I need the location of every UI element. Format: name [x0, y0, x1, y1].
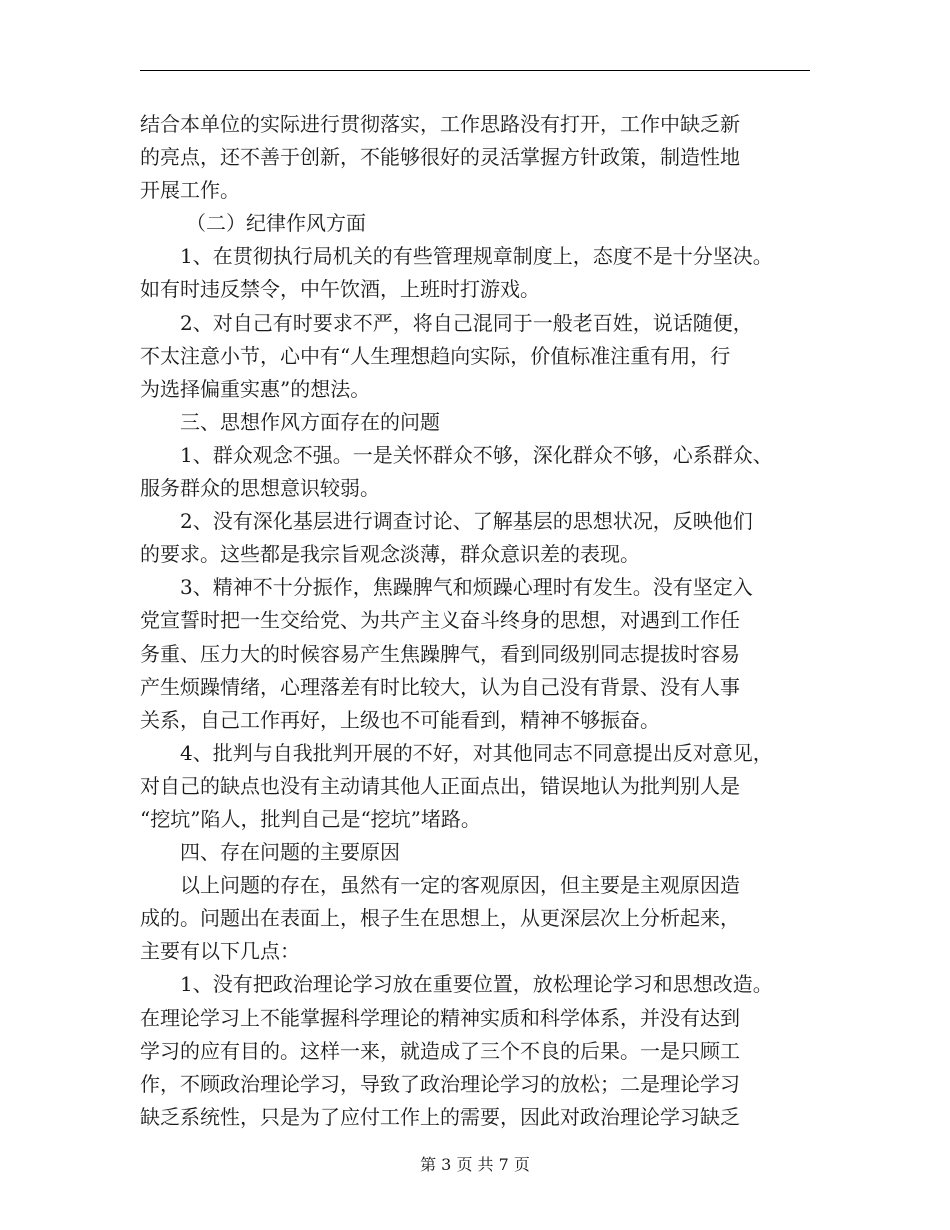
body-text	[140, 108, 830, 1134]
text-line: 主要有以下几点：	[140, 939, 300, 964]
header-rule	[140, 70, 810, 71]
text-line: 的亮点，还不善于创新，不能够很好的灵活掌握方针政策，制造性地	[140, 145, 740, 170]
text-line: 开展工作。	[140, 178, 240, 203]
text-line: 学习的应有目的。这样一来，就造成了三个不良的后果。一是只顾工	[140, 1038, 740, 1063]
text-line: 1、没有把政治理论学习放在重要位置，放松理论学习和思想改造。	[180, 972, 773, 997]
text-line: 不太注意小节，心中有“人生理想趋向实际，价值标准注重有用，行	[140, 343, 731, 368]
text-line: 务重、压力大的时候容易产生焦躁脾气，看到同级别同志提拔时容易	[140, 641, 740, 666]
text-line: 服务群众的思想意识较弱。	[140, 476, 380, 501]
section-heading: 三、思想作风方面存在的问题	[180, 409, 440, 434]
page-number: 第 3 页 共 7 页	[420, 1155, 530, 1174]
text-line: 产生烦躁情绪，心理落差有时比较大，认为自己没有背景、没有人事	[140, 674, 740, 699]
text-line: 缺乏系统性，只是为了应付工作上的需要，因此对政治理论学习缺乏	[140, 1104, 740, 1129]
text-line: 关系，自己工作再好，上级也不可能看到，精神不够振奋。	[140, 707, 660, 732]
text-line: 对自己的缺点也没有主动请其他人正面点出，错误地认为批判别人是	[140, 773, 740, 798]
text-line: 1、群众观念不强。一是关怀群众不够，深化群众不够，心系群众、	[180, 442, 773, 467]
text-line: 4、批判与自我批判开展的不好，对其他同志不同意提出反对意见，	[180, 740, 773, 765]
text-line: 的要求。这些都是我宗旨观念淡薄，群众意识差的表现。	[140, 542, 640, 567]
text-line: 2、对自己有时要求不严，将自己混同于一般老百姓，说话随便，	[180, 310, 753, 335]
text-line: 成的。问题出在表面上，根子生在思想上，从更深层次上分析起来，	[140, 906, 740, 931]
text-line: 以上问题的存在，虽然有一定的客观原因，但主要是主观原因造	[180, 873, 740, 898]
text-line: 结合本单位的实际进行贯彻落实，工作思路没有打开，工作中缺乏新	[140, 112, 740, 136]
text-line: 党宣誓时把一生交给党、为共产主义奋斗终身的思想，对遇到工作任	[140, 608, 740, 633]
text-line: 为选择偏重实惠”的想法。	[140, 376, 371, 401]
text-line: 作，不顾政治理论学习，导致了政治理论学习的放松；二是理论学习	[140, 1071, 740, 1096]
text-line: 1、在贯彻执行局机关的有些管理规章制度上，态度不是十分坚决。	[180, 244, 773, 269]
text-line: 3、精神不十分振作，焦躁脾气和烦躁心理时有发生。没有坚定入	[180, 575, 753, 600]
section-heading: 四、存在问题的主要原因	[180, 840, 400, 865]
text-line: 如有时违反禁令，中午饮酒，上班时打游戏。	[140, 277, 540, 302]
section-heading: （二）纪律作风方面	[186, 211, 366, 236]
text-line: 在理论学习上不能掌握科学理论的精神实质和科学体系，并没有达到	[140, 1005, 740, 1030]
text-line: “挖坑”陷人，批判自己是“挖坑”堵路。	[140, 806, 481, 831]
text-line: 2、没有深化基层进行调查讨论、了解基层的思想状况，反映他们	[180, 509, 753, 534]
